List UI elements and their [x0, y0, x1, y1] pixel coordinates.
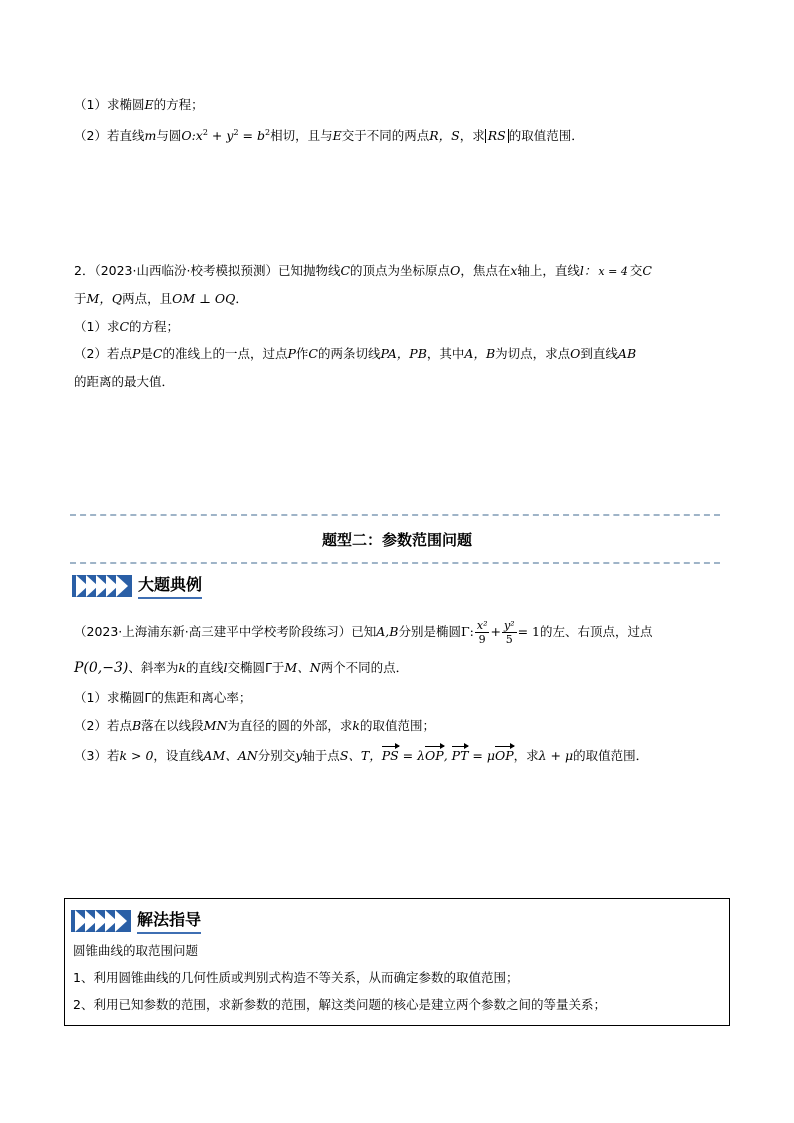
section-title: 题型二：参数范围问题 [321, 531, 472, 549]
example-part1: （1）求椭圆Γ的焦距和离心率； [74, 690, 252, 705]
q2-part2: （2）若点P是C的准线上的一点，过点P作C的两条切线PA，PB，其中A，B为切点，求点O到直线AB [74, 346, 637, 361]
banner-example-label: 大题典例 [138, 572, 202, 599]
chevron-arrows-icon [71, 910, 131, 932]
q2-part2-cont: 的距离的最大值． [74, 374, 175, 389]
example-part2: （2）若点B落在以线段MN为直径的圆的外部，求k的取值范围； [74, 718, 436, 733]
fraction-y2-5: $\frac{\text{y²}}{5}$ [503, 619, 515, 646]
example-part3: （3）若k > 0，设直线AM、AN分别交y轴于点S、T，PS = λOP, PT = μOP，求λ + μ的取值范围． [74, 748, 649, 763]
banner-guide-label: 解法指导 [137, 907, 201, 934]
guide-item-2: 2、利用已知参数的范围，求新参数的范围，解这类问题的核心是建立两个参数之间的等量关系； [73, 997, 606, 1012]
q1-part2: （2）若直线m与圆$O:x^2 + y^2 = b^2$相切，且与E交于不同的两点R，S，求 RS 的取值范围． [74, 128, 584, 143]
banner-example [72, 572, 202, 599]
circle-equation: $x^2 + y^2 = b^2$ [195, 128, 271, 143]
example-line2: P(0,−3)、斜率为k的直线l交椭圆Γ于M、N两个不同的点． [74, 660, 409, 676]
q2-part1: （1）求C的方程； [74, 319, 180, 334]
vector-relations: PS = λOP, PT = μOP [381, 748, 514, 763]
guide-item-1: 1、利用圆锥曲线的几何性质或判别式构造不等关系，从而确定参数的取值范围； [73, 970, 519, 985]
chevron-arrows-icon [72, 575, 132, 597]
abs-rs: RS [485, 129, 509, 143]
q1-part1: （1）求椭圆E的方程； [74, 97, 204, 112]
section-top-divider [70, 514, 720, 516]
example-line1: （2023·上海浦东新·高三建平中学校考阶段练习）已知A,B分别是椭圆Γ: $\frac{\text{x²}}{9}$ + $\frac{\text{y²}}{5}$ = 1的左、右顶点，过点 [74, 619, 653, 646]
method-guide-box [64, 898, 730, 1026]
guide-title: 圆锥曲线的取范围问题 [73, 943, 199, 958]
section-bottom-divider [70, 562, 720, 564]
q2-line1: 2．（2023·山西临汾·校考模拟预测）已知抛物线C的顶点为坐标原点O，焦点在x轴上，直线l： x = 4 交C [74, 263, 652, 278]
banner-guide [71, 907, 201, 934]
fraction-x2-9: $\frac{\text{x²}}{9}$ [476, 619, 488, 646]
q2-line2: 于M，Q两点，且OM ⊥ OQ． [74, 291, 248, 306]
